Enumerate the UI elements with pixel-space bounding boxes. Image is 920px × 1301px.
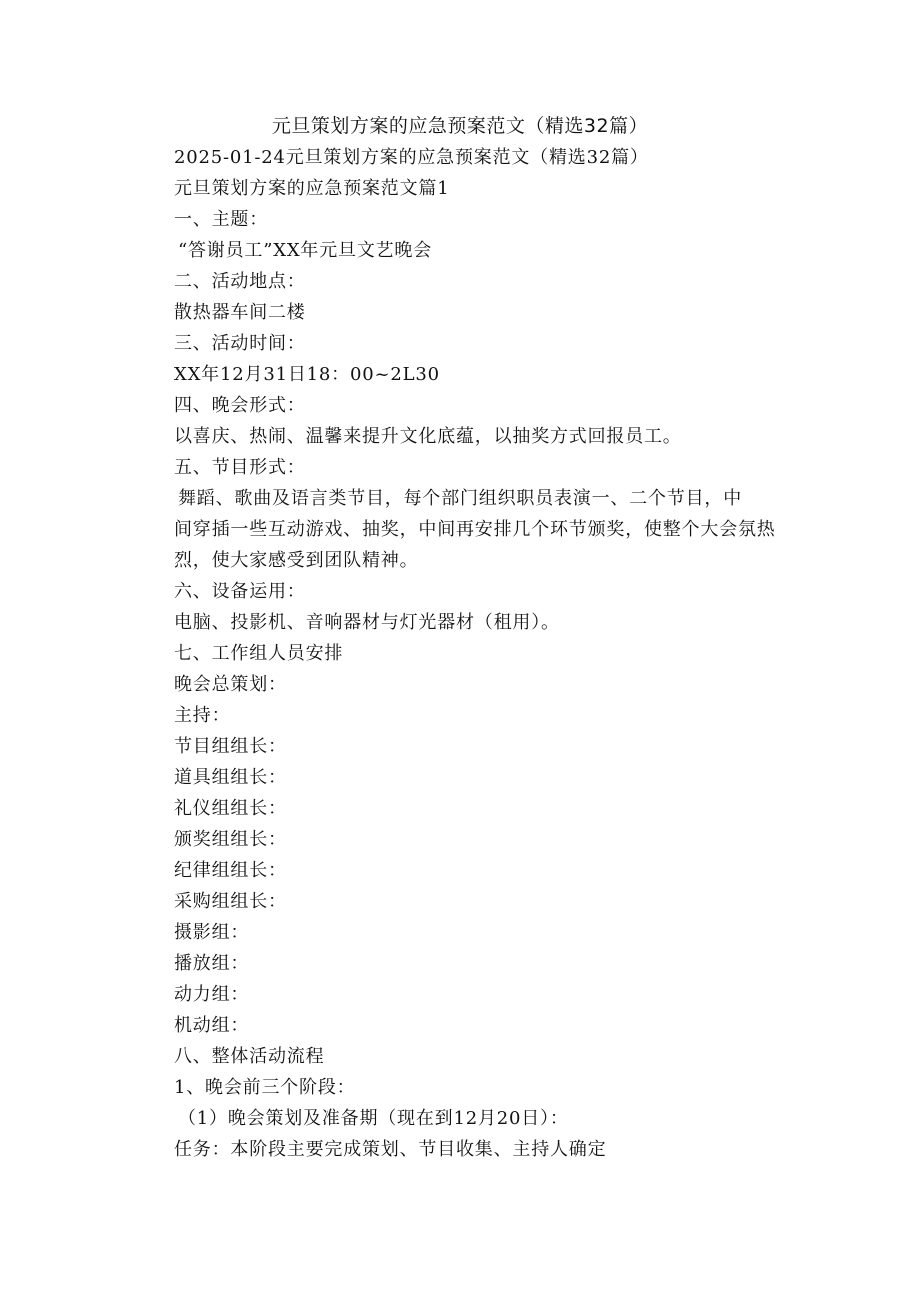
heading-program: 五、节目形式：	[174, 457, 306, 478]
heading-location: 二、活动地点：	[174, 271, 306, 292]
staff-item: 颁奖组组长：	[174, 829, 287, 850]
date-line: 2025-01-24元旦策划方案的应急预案范文（精选32篇）	[174, 147, 649, 168]
staff-item: 动力组：	[174, 984, 250, 1005]
staff-item: 纪律组组长：	[174, 860, 287, 881]
heading-time: 三、活动时间：	[174, 333, 306, 354]
process-stage: 1、晚会前三个阶段：	[174, 1077, 356, 1098]
staff-item: 节目组组长：	[174, 736, 287, 757]
staff-item: 摄影组：	[174, 922, 250, 943]
heading-equipment: 六、设备运用：	[174, 581, 306, 602]
program-text-line-2: 间穿插一些互动游戏、抽奖，中间再安排几个环节颁奖，使整个大会氛热	[174, 519, 776, 540]
theme-text: “答谢员工”XX年元旦文艺晚会	[178, 240, 433, 261]
staff-item: 晚会总策划：	[174, 674, 287, 695]
heading-staff: 七、工作组人员安排	[174, 643, 344, 664]
equipment-text: 电脑、投影机、音响器材与灯光器材（租用）。	[174, 612, 560, 633]
heading-format: 四、晚会形式：	[174, 395, 306, 416]
document-title: 元旦策划方案的应急预案范文（精选32篇）	[271, 115, 649, 137]
section-heading: 元旦策划方案的应急预案范文篇1	[174, 178, 450, 199]
staff-item: 机动组：	[174, 1015, 250, 1036]
format-text: 以喜庆、热闹、温馨来提升文化底蕴，以抽奖方式回报员工。	[174, 426, 682, 447]
program-text-line-1: 舞蹈、歌曲及语言类节目，每个部门组织职员表演一、二个节目，中	[178, 488, 742, 509]
heading-process: 八、整体活动流程	[174, 1046, 325, 1067]
staff-item: 礼仪组组长：	[174, 798, 287, 819]
program-text-line-3: 烈，使大家感受到团队精神。	[174, 550, 419, 571]
time-text: XX年12月31日18：00~2L30	[174, 364, 440, 385]
staff-item: 主持：	[174, 705, 231, 726]
staff-item: 道具组组长：	[174, 767, 287, 788]
staff-item: 播放组：	[174, 953, 250, 974]
task-text: 任务：本阶段主要完成策划、节目收集、主持人确定	[174, 1139, 607, 1160]
heading-theme: 一、主题：	[174, 209, 268, 230]
document-body	[174, 142, 784, 1165]
location-text: 散热器车间二楼	[174, 302, 306, 323]
staff-item: 采购组组长：	[174, 891, 287, 912]
process-substage: （1）晚会策划及准备期（现在到12月20日）：	[178, 1108, 569, 1129]
